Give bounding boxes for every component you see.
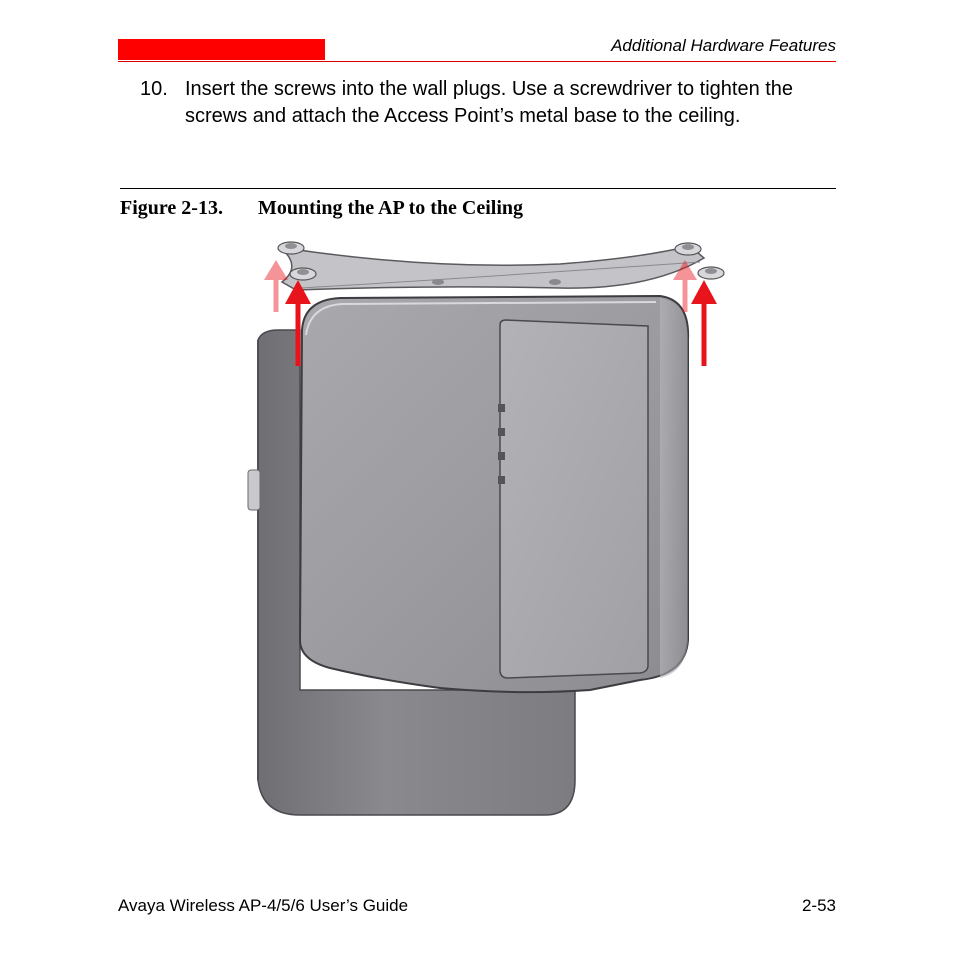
figure-caption	[120, 197, 523, 220]
figure-label: Figure 2-13.	[120, 197, 223, 219]
ap-ceiling-mount-illustration	[175, 232, 775, 822]
footer-guide-title: Avaya Wireless AP-4/5/6 User’s Guide	[118, 896, 409, 915]
status-led	[498, 452, 505, 460]
screw	[675, 243, 701, 255]
status-led	[498, 404, 505, 412]
ap-front-panel	[498, 320, 648, 678]
header-rule	[118, 61, 836, 62]
status-led	[498, 476, 505, 484]
step-number: 10.	[140, 78, 168, 100]
footer-page-number: 2-53	[801, 896, 836, 915]
up-arrow-icon	[691, 280, 717, 366]
screw	[278, 242, 304, 254]
step-text: Insert the screws into the wall plugs. Use a screwdriver to tighten the screws and attach the Access Point’s metal base to the ceiling.	[185, 78, 794, 127]
plate-rivet	[432, 279, 444, 285]
up-arrow-icon	[264, 260, 288, 312]
figure-title: Mounting the AP to the Ceiling	[258, 197, 524, 219]
plate-rivet	[549, 279, 561, 285]
header-section-title: Additional Hardware Features	[611, 36, 836, 55]
screw	[698, 267, 724, 279]
ceiling-mount-plate	[282, 246, 704, 290]
side-connector	[248, 470, 260, 510]
figure-rule	[120, 188, 836, 189]
status-led	[498, 428, 505, 436]
header-accent-bar	[118, 39, 325, 60]
screw	[290, 268, 316, 280]
